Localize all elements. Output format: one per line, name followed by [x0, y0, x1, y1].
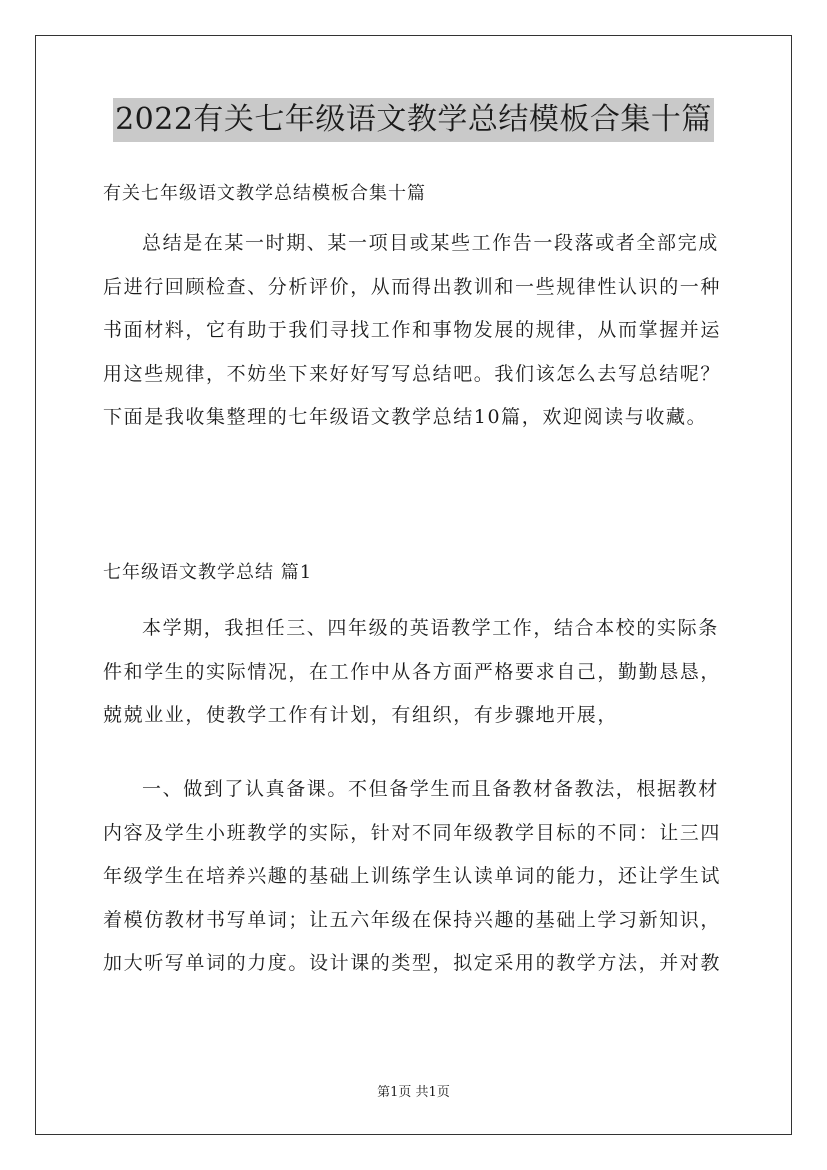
section-paragraph-2 — [103, 768, 725, 986]
intro-line: 总结是在某一时期、某一项目或某些工作告一段落或者全部完成 — [142, 232, 719, 254]
paragraph-line: 一、做到了认真备课。不但备学生而且备教材备教法，根据教材 — [142, 778, 719, 800]
paragraph-line: 本学期，我担任三、四年级的英语教学工作，结合本校的实际条 — [142, 617, 719, 639]
intro-paragraph — [103, 222, 725, 440]
document-title-block — [0, 98, 827, 142]
paragraph-line: 内容及学生小班教学的实际，针对不同年级教学目标的不同：让三四 — [103, 821, 722, 844]
page-footer: 第1页 共1页 — [377, 1085, 450, 1100]
section-heading: 七年级语文教学总结 篇1 — [103, 562, 313, 583]
intro-line: 下面是我收集整理的七年级语文教学总结10篇，欢迎阅读与收藏。 — [103, 406, 708, 428]
paragraph-line: 年级学生在培养兴趣的基础上训练学生认读单词的能力，还让学生试 — [103, 865, 722, 887]
paragraph-line: 兢兢业业，使教学工作有计划，有组织，有步骤地开展， — [103, 704, 619, 726]
document-subtitle: 有关七年级语文教学总结模板合集十篇 — [103, 183, 426, 204]
intro-line: 后进行回顾检查、分析评价，从而得出教训和一些规律性认识的一种 — [103, 275, 722, 298]
document-title: 2022有关七年级语文教学总结模板合集十篇 — [113, 98, 714, 142]
intro-line: 用这些规律，不妨坐下来好好写写总结吧。我们该怎么去写总结呢？ — [103, 362, 722, 385]
intro-line: 书面材料，它有助于我们寻找工作和事物发展的规律，从而掌握并运 — [103, 319, 722, 341]
section-paragraph-1 — [103, 607, 725, 738]
paragraph-line: 着模仿教材书写单词；让五六年级在保持兴趣的基础上学习新知识， — [103, 908, 722, 931]
paragraph-line: 加大听写单词的力度。设计课的类型，拟定采用的教学方法，并对教 — [103, 952, 722, 974]
paragraph-line: 件和学生的实际情况，在工作中从各方面严格要求自己，勤勤恳恳， — [103, 660, 722, 683]
